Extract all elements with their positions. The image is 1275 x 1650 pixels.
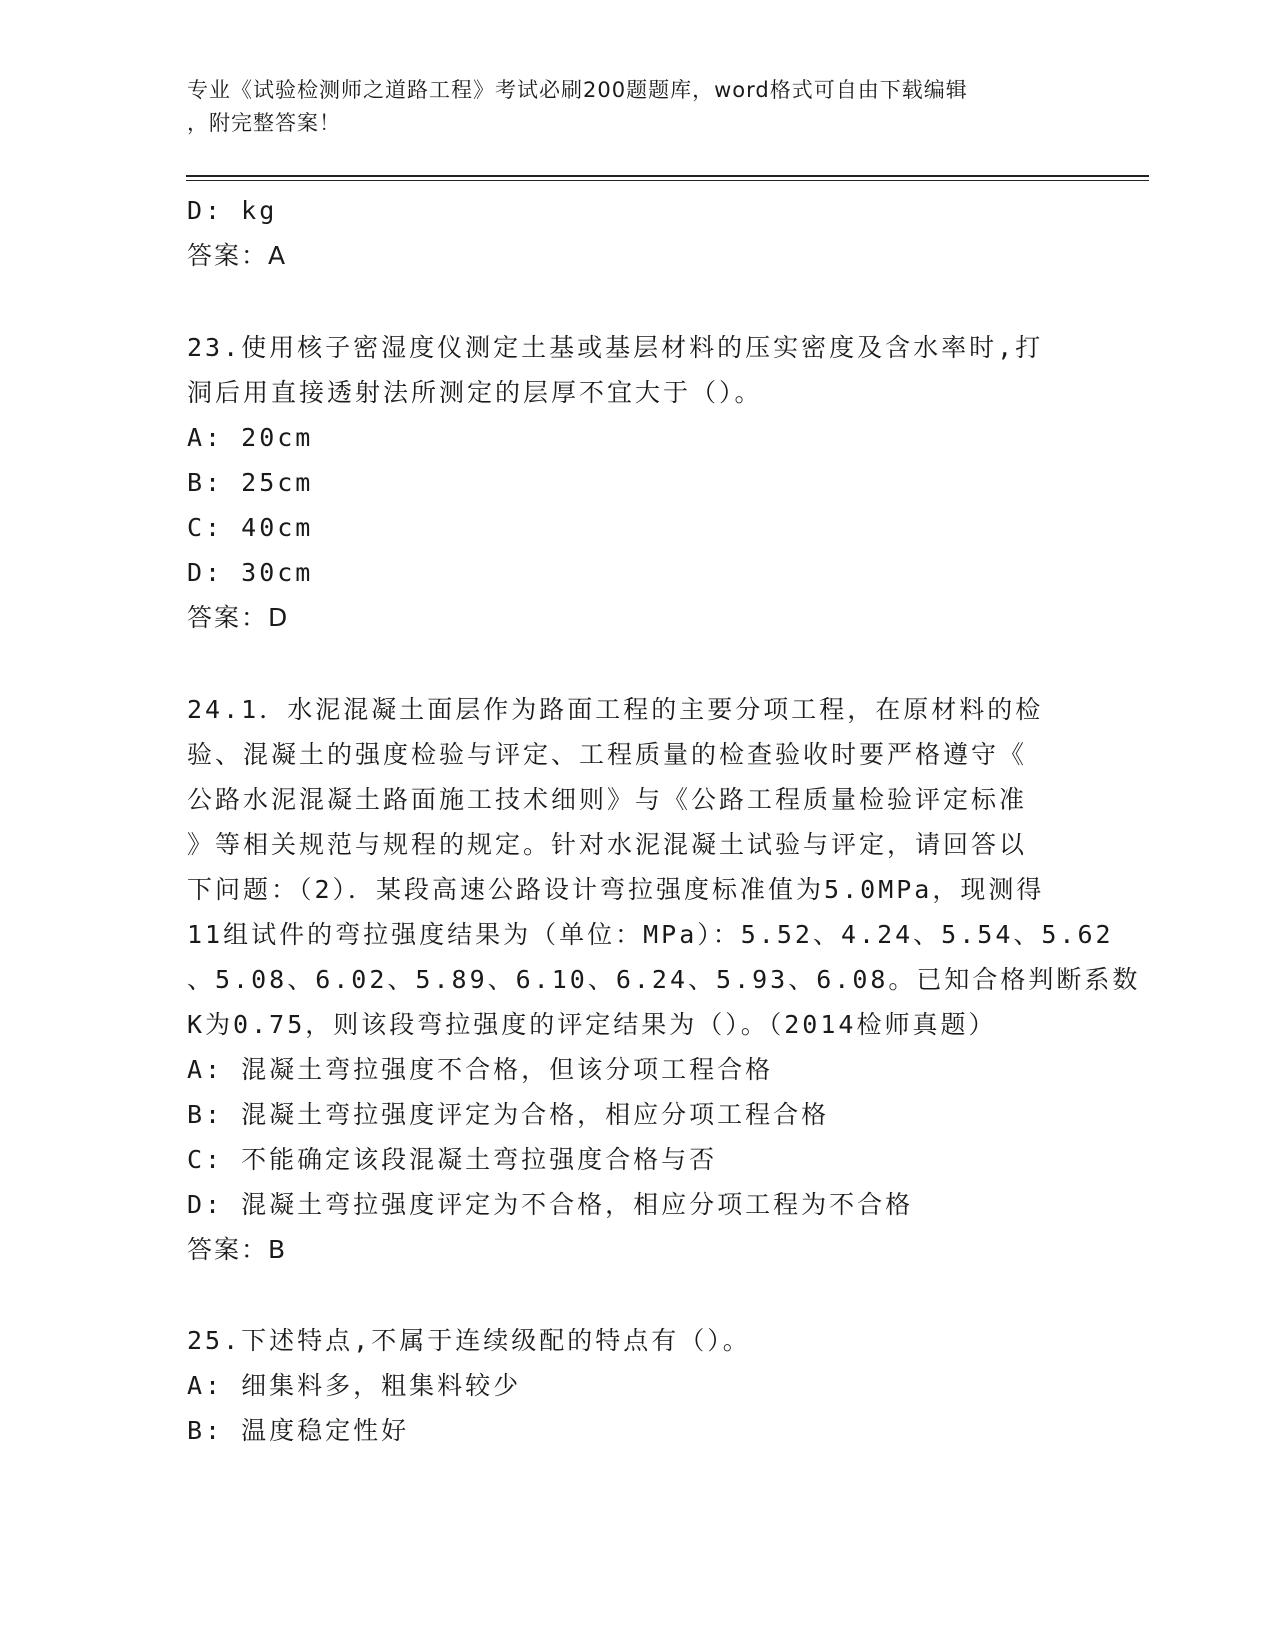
question-24-stem-line-4: 》等相关规范与规程的规定。针对水泥混凝土试验与评定，请回答以 bbox=[187, 830, 1028, 859]
question-23-stem-line-1: 23.使用核子密湿度仪测定土基或基层材料的压实密度及含水率时,打 bbox=[187, 333, 1044, 362]
question-spacer bbox=[187, 640, 1087, 687]
question-spacer bbox=[187, 1272, 1087, 1318]
prev-answer: 答案：A bbox=[187, 241, 288, 270]
question-24-stem-line-6: 11组试件的弯拉强度结果为（单位：MPa）：5.52、4.24、5.54、5.62 bbox=[187, 920, 1114, 949]
page-header bbox=[187, 74, 1067, 140]
question-24-stem-line-3: 公路水泥混凝土路面施工技术细则》与《公路工程质量检验评定标准 bbox=[187, 785, 1028, 814]
question-24-stem-line-5: 下问题：（2）．某段高速公路设计弯拉强度标准值为5.0MPa，现测得 bbox=[187, 875, 1045, 904]
question-24-answer: 答案：B bbox=[187, 1235, 288, 1264]
question-24-stem-line-8: K为0.75，则该段弯拉强度的评定结果为（）。（2014检师真题） bbox=[187, 1010, 997, 1039]
question-23-option-a: A: 20cm bbox=[187, 423, 314, 452]
question-24 bbox=[187, 687, 1141, 1272]
question-24-option-c: C: 不能确定该段混凝土弯拉强度合格与否 bbox=[187, 1145, 718, 1174]
question-25-option-b: B: 温度稳定性好 bbox=[187, 1416, 410, 1445]
question-25-option-a: A: 细集料多，粗集料较少 bbox=[187, 1371, 522, 1400]
document-body bbox=[187, 188, 1141, 1453]
question-spacer bbox=[187, 278, 1087, 325]
question-23 bbox=[187, 325, 1087, 640]
question-25 bbox=[187, 1318, 1087, 1453]
question-24-stem-line-7: 、5.08、6.02、5.89、6.10、6.24、5.93、6.08。已知合格判断系数 bbox=[187, 965, 1141, 994]
question-24-option-a: A: 混凝土弯拉强度不合格，但该分项工程合格 bbox=[187, 1055, 774, 1084]
question-24-option-d: D: 混凝土弯拉强度评定为不合格，相应分项工程为不合格 bbox=[187, 1190, 914, 1219]
header-divider-thin bbox=[186, 180, 1149, 181]
header-line-1: 专业《试验检测师之道路工程》考试必刷200题题库，word格式可自由下载编辑 bbox=[187, 78, 968, 102]
question-23-stem-line-2: 洞后用直接透射法所测定的层厚不宜大于（）。 bbox=[187, 378, 763, 407]
header-divider-thick bbox=[186, 175, 1149, 177]
question-23-option-c: C: 40cm bbox=[187, 513, 314, 542]
question-23-answer: 答案：D bbox=[187, 603, 290, 632]
question-24-stem-line-2: 验、混凝土的强度检验与评定、工程质量的检查验收时要严格遵守《 bbox=[187, 740, 1028, 769]
question-25-stem-line-1: 25.下述特点,不属于连续级配的特点有（）。 bbox=[187, 1326, 751, 1355]
question-24-option-b: B: 混凝土弯拉强度评定为合格，相应分项工程合格 bbox=[187, 1100, 830, 1129]
prev-option-d: D: kg bbox=[187, 196, 278, 225]
question-23-option-b: B: 25cm bbox=[187, 468, 314, 497]
header-line-2: ，附完整答案！ bbox=[187, 111, 341, 135]
question-24-stem-line-1: 24.1．水泥混凝土面层作为路面工程的主要分项工程，在原材料的检 bbox=[187, 695, 1044, 724]
question-23-option-d: D: 30cm bbox=[187, 558, 314, 587]
